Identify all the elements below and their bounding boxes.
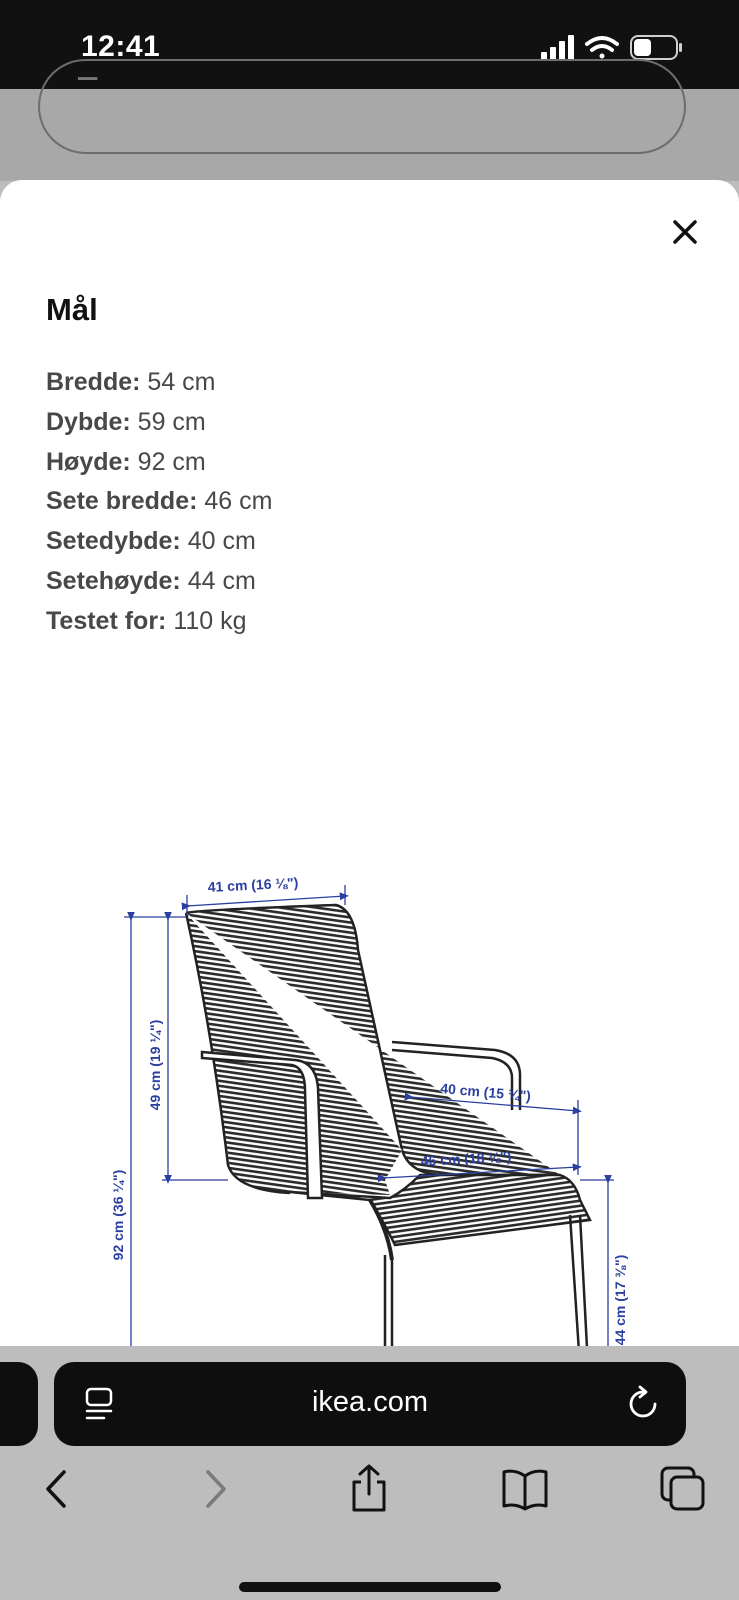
reload-icon[interactable] — [626, 1386, 660, 1422]
spec-label: Bredde: — [46, 368, 141, 396]
spec-row — [46, 522, 272, 562]
label-back-height: 49 cm (19 ¼") — [147, 1019, 163, 1111]
url-text[interactable]: ikea.com — [311, 1386, 429, 1418]
increase-quantity-button[interactable]: + — [624, 51, 650, 100]
back-icon[interactable] — [32, 1464, 82, 1514]
quantity-value: 1 — [355, 59, 371, 90]
chair-dimension-diagram — [0, 670, 739, 1346]
spec-row — [46, 443, 272, 483]
spec-value: 92 cm — [130, 447, 206, 476]
sheet-title: Mål — [46, 292, 98, 327]
spec-row — [46, 602, 272, 642]
spec-label: Setehøyde: — [46, 566, 181, 595]
decrease-quantity-button[interactable]: − — [76, 57, 100, 101]
spec-value: 54 cm — [140, 368, 216, 396]
address-bar[interactable] — [54, 1362, 686, 1446]
label-seat-width: 46 cm (18 ⅛") — [420, 1148, 512, 1169]
tabs-icon[interactable] — [658, 1464, 708, 1514]
spec-label: Testet for: — [46, 606, 167, 635]
home-indicator — [239, 1582, 501, 1592]
spec-value: 40 cm — [180, 527, 256, 556]
spec-row — [46, 403, 272, 443]
spec-label: Dybde: — [46, 407, 131, 436]
cellular-signal-icon — [541, 35, 574, 60]
specs-list — [46, 363, 272, 642]
label-seat-height: 44 cm (17 ⅜") — [612, 1254, 628, 1346]
spec-label: Sete bredde: — [46, 487, 198, 516]
previous-tab-preview[interactable] — [0, 1362, 38, 1446]
spec-value: 44 cm — [180, 566, 256, 595]
quantity-stepper[interactable] — [38, 51, 686, 154]
spec-row — [46, 482, 272, 522]
dimmed-page-background — [0, 51, 739, 181]
spec-row — [46, 363, 272, 403]
label-total-height: 92 cm (36 ¼") — [110, 1169, 126, 1261]
share-icon[interactable] — [344, 1464, 394, 1514]
status-icons — [541, 34, 691, 62]
status-time: 12:41 — [81, 30, 161, 63]
spec-row — [46, 562, 272, 602]
dimensions-sheet — [0, 180, 739, 1346]
browser-toolbar — [0, 1464, 739, 1524]
browser-chrome — [0, 1346, 739, 1600]
spec-value: 110 kg — [166, 606, 247, 635]
spec-value: 46 cm — [197, 487, 273, 516]
spec-label: Setedybde: — [46, 527, 181, 556]
label-seat-depth: 40 cm (15 ¾") — [439, 1080, 532, 1104]
forward-icon[interactable] — [190, 1464, 240, 1514]
bookmarks-icon[interactable] — [500, 1464, 550, 1514]
spec-label: Høyde: — [46, 447, 131, 476]
label-top-width: 41 cm (16 ⅛") — [207, 874, 299, 895]
wifi-icon — [587, 38, 617, 59]
spec-value: 59 cm — [130, 407, 206, 436]
close-icon[interactable] — [667, 214, 703, 250]
